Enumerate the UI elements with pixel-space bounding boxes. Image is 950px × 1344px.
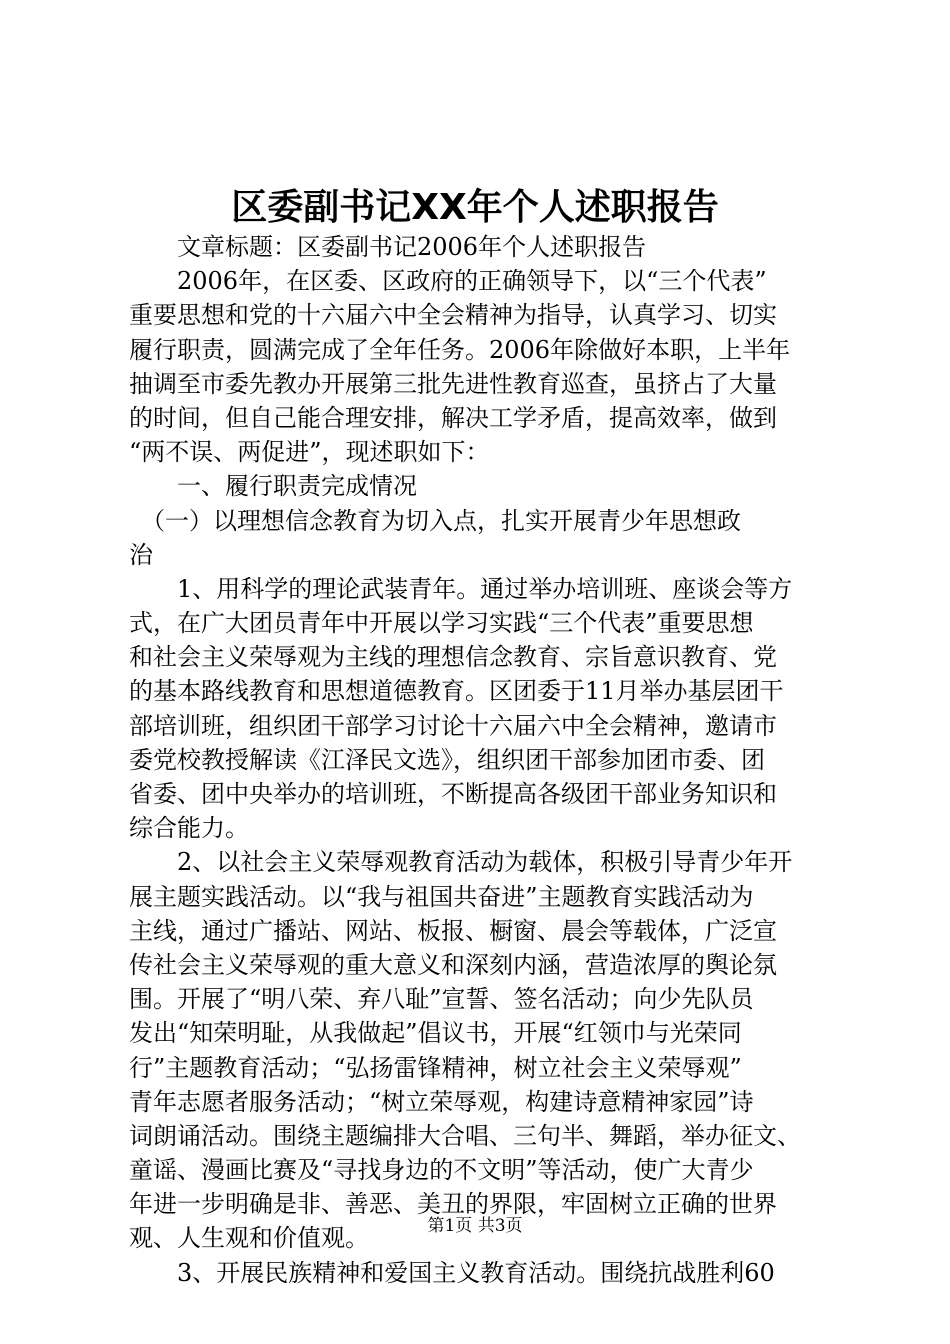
body-line: 的基本路线教育和思想道德教育。区团委于11月举办基层团干 [129,677,784,706]
body-line: 式，在广大团员青年中开展以学习实践“三个代表”重要思想 [129,609,754,638]
body-line: 文章标题：区委副书记2006年个人述职报告 [129,233,647,261]
body-line: 行”主题教育活动；“弘扬雷锋精神，树立社会主义荣辱观” [129,1053,742,1082]
document-title: 区委副书记XX年个人述职报告 [231,187,719,228]
body-line: 省委、团中央举办的培训班，不断提高各级团干部业务知识和 [129,780,777,808]
section-heading: 一、履行职责完成情况 [129,472,417,501]
body-line: 抽调至市委先教办开展第三批先进性教育巡查，虽挤占了大量 [129,369,777,398]
body-line: 3、开展民族精神和爱国主义教育活动。围绕抗战胜利60 [129,1258,775,1287]
body-line: 展主题实践活动。以“我与祖国共奋进”主题教育实践活动为 [129,882,754,911]
body-line: 观、人生观和价值观。 [129,1224,369,1253]
subsection-heading-continued: 治 [129,540,153,569]
body-line: 童谣、漫画比赛及“寻找身边的不文明”等活动，使广大青少 [129,1156,754,1185]
page-number-footer: 第1页 共3页 [427,1216,523,1236]
body-line: 年进一步明确是非、善恶、美丑的界限，牢固树立正确的世界 [129,1190,777,1219]
body-line: 委党校教授解读《江泽民文选》，组织团干部参加团市委、团 [129,745,765,774]
body-line: 部培训班，组织团干部学习讨论十六届六中全会精神，邀请市 [129,711,777,740]
body-line: 传社会主义荣辱观的重大意义和深刻内涵，营造浓厚的舆论氛 [129,950,777,979]
subsection-heading: （一）以理想信念教育为切入点，扎实开展青少年思想政 [129,506,741,535]
body-line: 的时间，但自己能合理安排，解决工学矛盾，提高效率，做到 [129,403,777,432]
body-line: 履行职责，圆满完成了全年任务。2006年除做好本职，上半年 [129,335,791,364]
body-line: 词朗诵活动。围绕主题编排大合唱、三句半、舞蹈，举办征文、 [129,1121,801,1150]
body-line: 2、以社会主义荣辱观教育活动为载体，积极引导青少年开 [129,848,793,877]
body-line: 围。开展了“明八荣、弃八耻”宣誓、签名活动；向少先队员 [129,985,754,1014]
body-line: 1、用科学的理论武装青年。通过举办培训班、座谈会等方 [129,574,793,603]
document-body [129,230,839,1290]
body-line: 和社会主义荣辱观为主线的理想信念教育、宗旨意识教育、党 [129,643,777,672]
body-line: 重要思想和党的十六届六中全会精神为指导，认真学习、切实 [129,301,777,330]
body-line: 青年志愿者服务活动；“树立荣辱观，构建诗意精神家园”诗 [129,1087,754,1116]
body-line: 综合能力。 [129,814,249,843]
body-line: 主线，通过广播站、网站、板报、橱窗、晨会等载体，广泛宣 [129,916,777,945]
body-line: 2006年，在区委、区政府的正确领导下，以“三个代表” [129,267,767,296]
body-line: 发出“知荣明耻，从我做起”倡议书，开展“红领巾与光荣同 [129,1019,742,1048]
body-line: “两不误、两促进”，现述职如下： [129,438,490,467]
